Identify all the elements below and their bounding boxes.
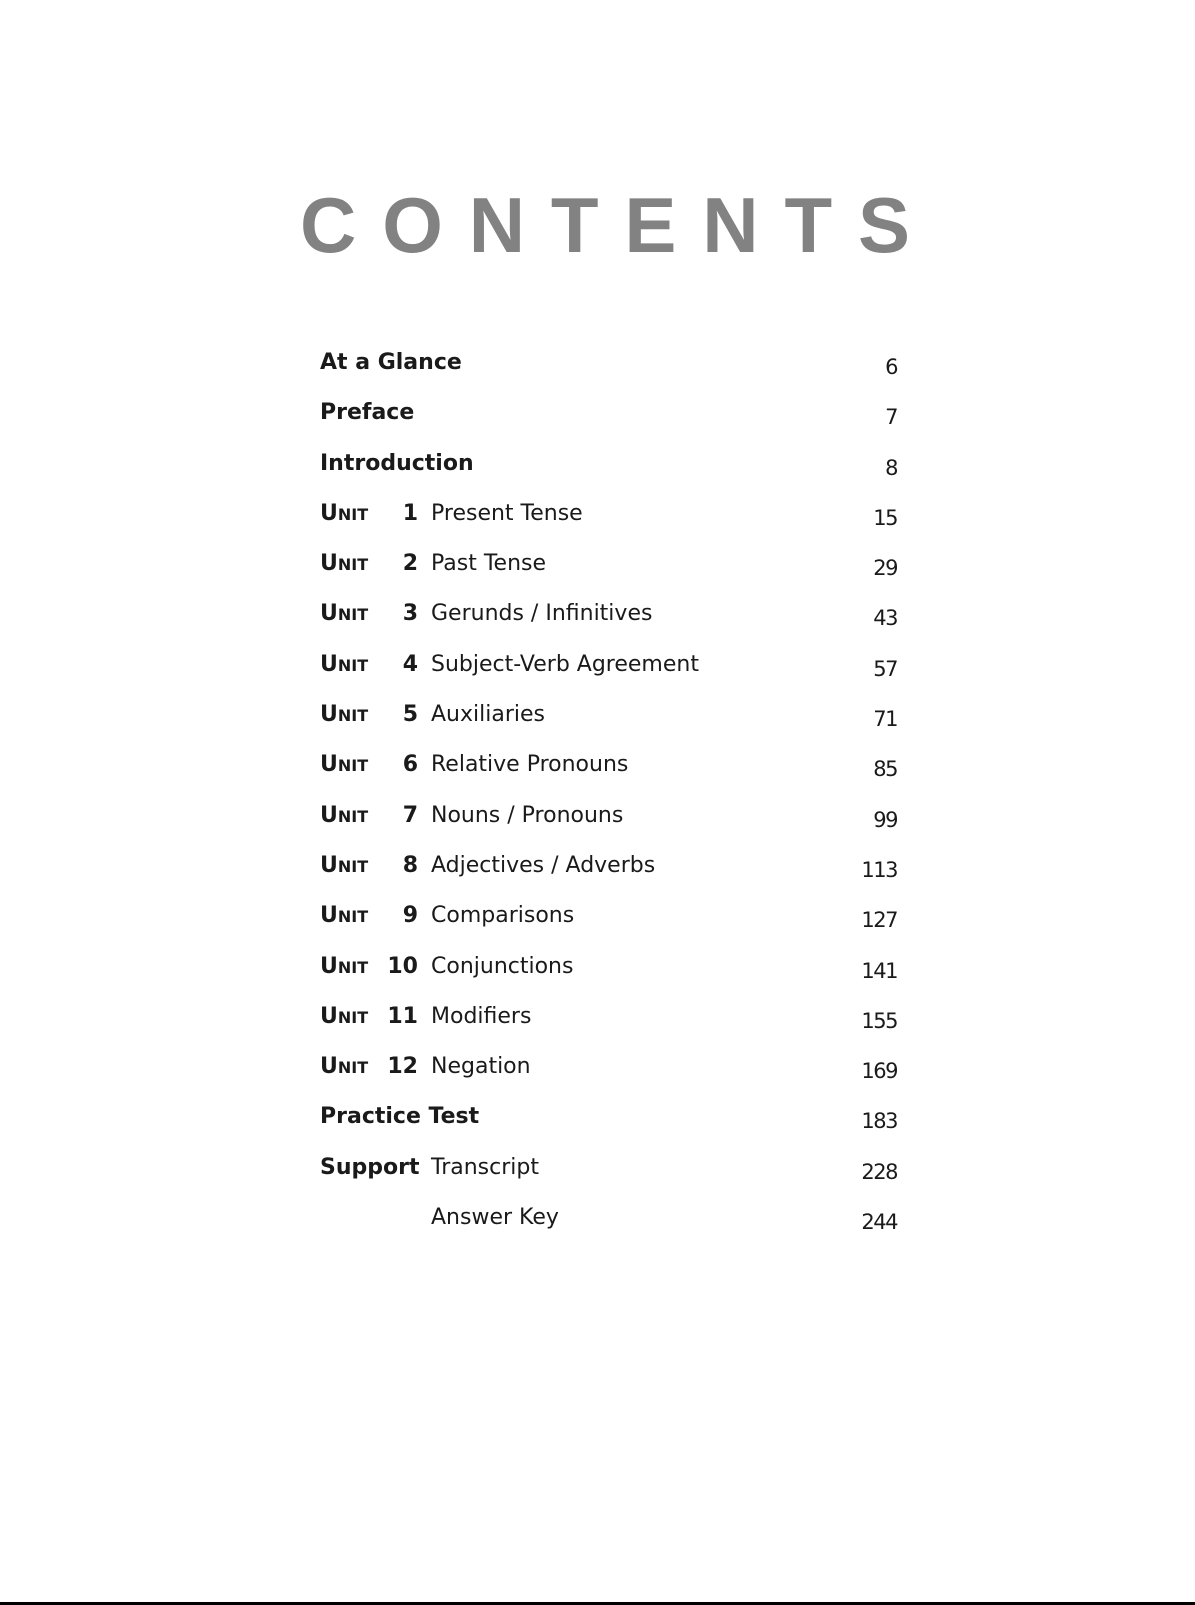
- toc-entry-at-a-glance[interactable]: [320, 338, 905, 388]
- unit-label-rest: NIT: [337, 655, 369, 675]
- toc-entry-unit-1[interactable]: [320, 489, 905, 539]
- entry-title: Comparisons: [431, 903, 575, 929]
- entry-label: At a Glance: [320, 350, 462, 375]
- toc-entry-unit-9[interactable]: [320, 891, 905, 941]
- unit-label-initial: U: [320, 1054, 338, 1080]
- unit-label-initial: U: [320, 752, 338, 778]
- entry-title: Answer Key: [431, 1205, 559, 1231]
- unit-label-rest: NIT: [337, 1058, 369, 1078]
- unit-number: 1: [402, 500, 418, 526]
- unit-label-rest: NIT: [337, 706, 369, 726]
- unit-label-rest: NIT: [337, 1007, 369, 1027]
- unit-number: 6: [402, 752, 418, 778]
- unit-label: [320, 791, 368, 842]
- unit-label-initial: U: [320, 651, 338, 677]
- toc-entry-practice-test[interactable]: [320, 1092, 905, 1142]
- toc-entry-unit-11[interactable]: [320, 992, 905, 1042]
- page-number: 183: [861, 1109, 897, 1134]
- page-number: 6: [885, 355, 897, 379]
- page-number: 43: [873, 606, 897, 631]
- entry-title: Relative Pronouns: [431, 752, 629, 778]
- page-number: 99: [873, 807, 897, 832]
- entry-label: Practice Test: [320, 1104, 480, 1130]
- unit-number: 2: [402, 551, 418, 577]
- unit-label: [320, 992, 368, 1043]
- page-number: 57: [873, 656, 897, 681]
- page-number: 29: [873, 556, 897, 581]
- unit-label-rest: NIT: [337, 957, 369, 977]
- unit-number: 5: [402, 702, 418, 728]
- unit-label: [320, 942, 368, 993]
- title-letter: N: [468, 181, 526, 269]
- title-letter: T: [550, 181, 599, 269]
- unit-label-initial: U: [320, 702, 338, 728]
- unit-label-initial: U: [320, 802, 338, 828]
- entry-title: Present Tense: [431, 500, 583, 526]
- unit-label-initial: U: [320, 601, 338, 627]
- page-number: 169: [861, 1059, 897, 1084]
- entry-title: Gerunds / Infinitives: [431, 601, 653, 627]
- entry-title: Nouns / Pronouns: [431, 802, 624, 828]
- unit-label: [320, 841, 368, 892]
- support-label: Support: [320, 1154, 420, 1180]
- unit-label-initial: U: [320, 551, 338, 577]
- page-number: 228: [861, 1159, 897, 1184]
- unit-label: [320, 539, 368, 590]
- unit-label-rest: NIT: [337, 806, 369, 826]
- unit-label-rest: NIT: [337, 856, 369, 876]
- unit-label-initial: U: [320, 852, 338, 878]
- title-letter: T: [784, 181, 833, 269]
- contents-title: [300, 180, 910, 270]
- toc-entry-unit-8[interactable]: [320, 841, 905, 891]
- unit-label: [320, 690, 368, 741]
- toc-entry-unit-2[interactable]: [320, 539, 905, 589]
- toc-entry-transcript[interactable]: [320, 1143, 905, 1193]
- entry-title: Modifiers: [431, 1003, 532, 1029]
- unit-number: 12: [387, 1054, 418, 1080]
- unit-label-initial: U: [320, 500, 338, 526]
- page-number: 85: [873, 757, 897, 782]
- toc-entry-unit-4[interactable]: [320, 640, 905, 690]
- entry-title: Conjunctions: [431, 953, 574, 979]
- toc-entry-unit-5[interactable]: [320, 690, 905, 740]
- title-letter: O: [382, 181, 443, 269]
- unit-label: [320, 891, 368, 942]
- unit-label-rest: NIT: [337, 756, 369, 776]
- entry-title: Subject-Verb Agreement: [431, 651, 699, 677]
- toc-entry-unit-7[interactable]: [320, 791, 905, 841]
- toc-entry-unit-12[interactable]: [320, 1042, 905, 1092]
- page-number: 141: [861, 958, 897, 983]
- unit-label: [320, 489, 368, 540]
- page-number: 155: [861, 1008, 897, 1033]
- unit-number: 11: [387, 1003, 418, 1029]
- toc-entry-unit-3[interactable]: [320, 589, 905, 639]
- entry-title: Negation: [431, 1054, 531, 1080]
- entry-title: Transcript: [431, 1154, 539, 1180]
- title-letter: C: [300, 181, 357, 269]
- unit-label-initial: U: [320, 1003, 338, 1029]
- entry-label: Preface: [320, 400, 415, 426]
- page-number: 127: [861, 908, 897, 933]
- title-letter: N: [702, 181, 759, 269]
- unit-label: [320, 1042, 368, 1093]
- page-number: 244: [861, 1210, 897, 1235]
- unit-label-initial: U: [320, 903, 338, 929]
- unit-number: 7: [402, 802, 418, 828]
- unit-number: 9: [402, 903, 418, 929]
- toc-entry-preface[interactable]: [320, 388, 905, 438]
- unit-label-rest: NIT: [337, 504, 369, 524]
- entry-label: Introduction: [320, 450, 474, 476]
- table-of-contents: [320, 338, 905, 1243]
- entry-title: Past Tense: [431, 551, 547, 577]
- unit-label-initial: U: [320, 953, 338, 979]
- unit-number: 4: [402, 651, 418, 677]
- entry-title: Adjectives / Adverbs: [431, 852, 656, 878]
- toc-entry-unit-6[interactable]: [320, 740, 905, 790]
- unit-label-rest: NIT: [337, 555, 369, 575]
- toc-entry-unit-10[interactable]: [320, 942, 905, 992]
- unit-number: 3: [402, 601, 418, 627]
- page-number: 113: [861, 857, 897, 882]
- page-number: 8: [885, 455, 897, 480]
- toc-entry-answer-key[interactable]: [320, 1193, 905, 1243]
- page-number: 71: [873, 707, 897, 732]
- unit-label-rest: NIT: [337, 605, 369, 625]
- unit-label: [320, 740, 368, 791]
- title-letter: S: [857, 181, 910, 269]
- page-number: 15: [873, 505, 897, 530]
- unit-label-rest: NIT: [337, 907, 369, 927]
- unit-number: 8: [402, 852, 418, 878]
- unit-label: [320, 589, 368, 640]
- entry-title: Auxiliaries: [431, 702, 545, 728]
- title-letter: E: [624, 181, 677, 269]
- toc-entry-introduction[interactable]: [320, 439, 905, 489]
- unit-label: [320, 640, 368, 691]
- unit-number: 10: [387, 953, 418, 979]
- page-number: 7: [885, 405, 897, 430]
